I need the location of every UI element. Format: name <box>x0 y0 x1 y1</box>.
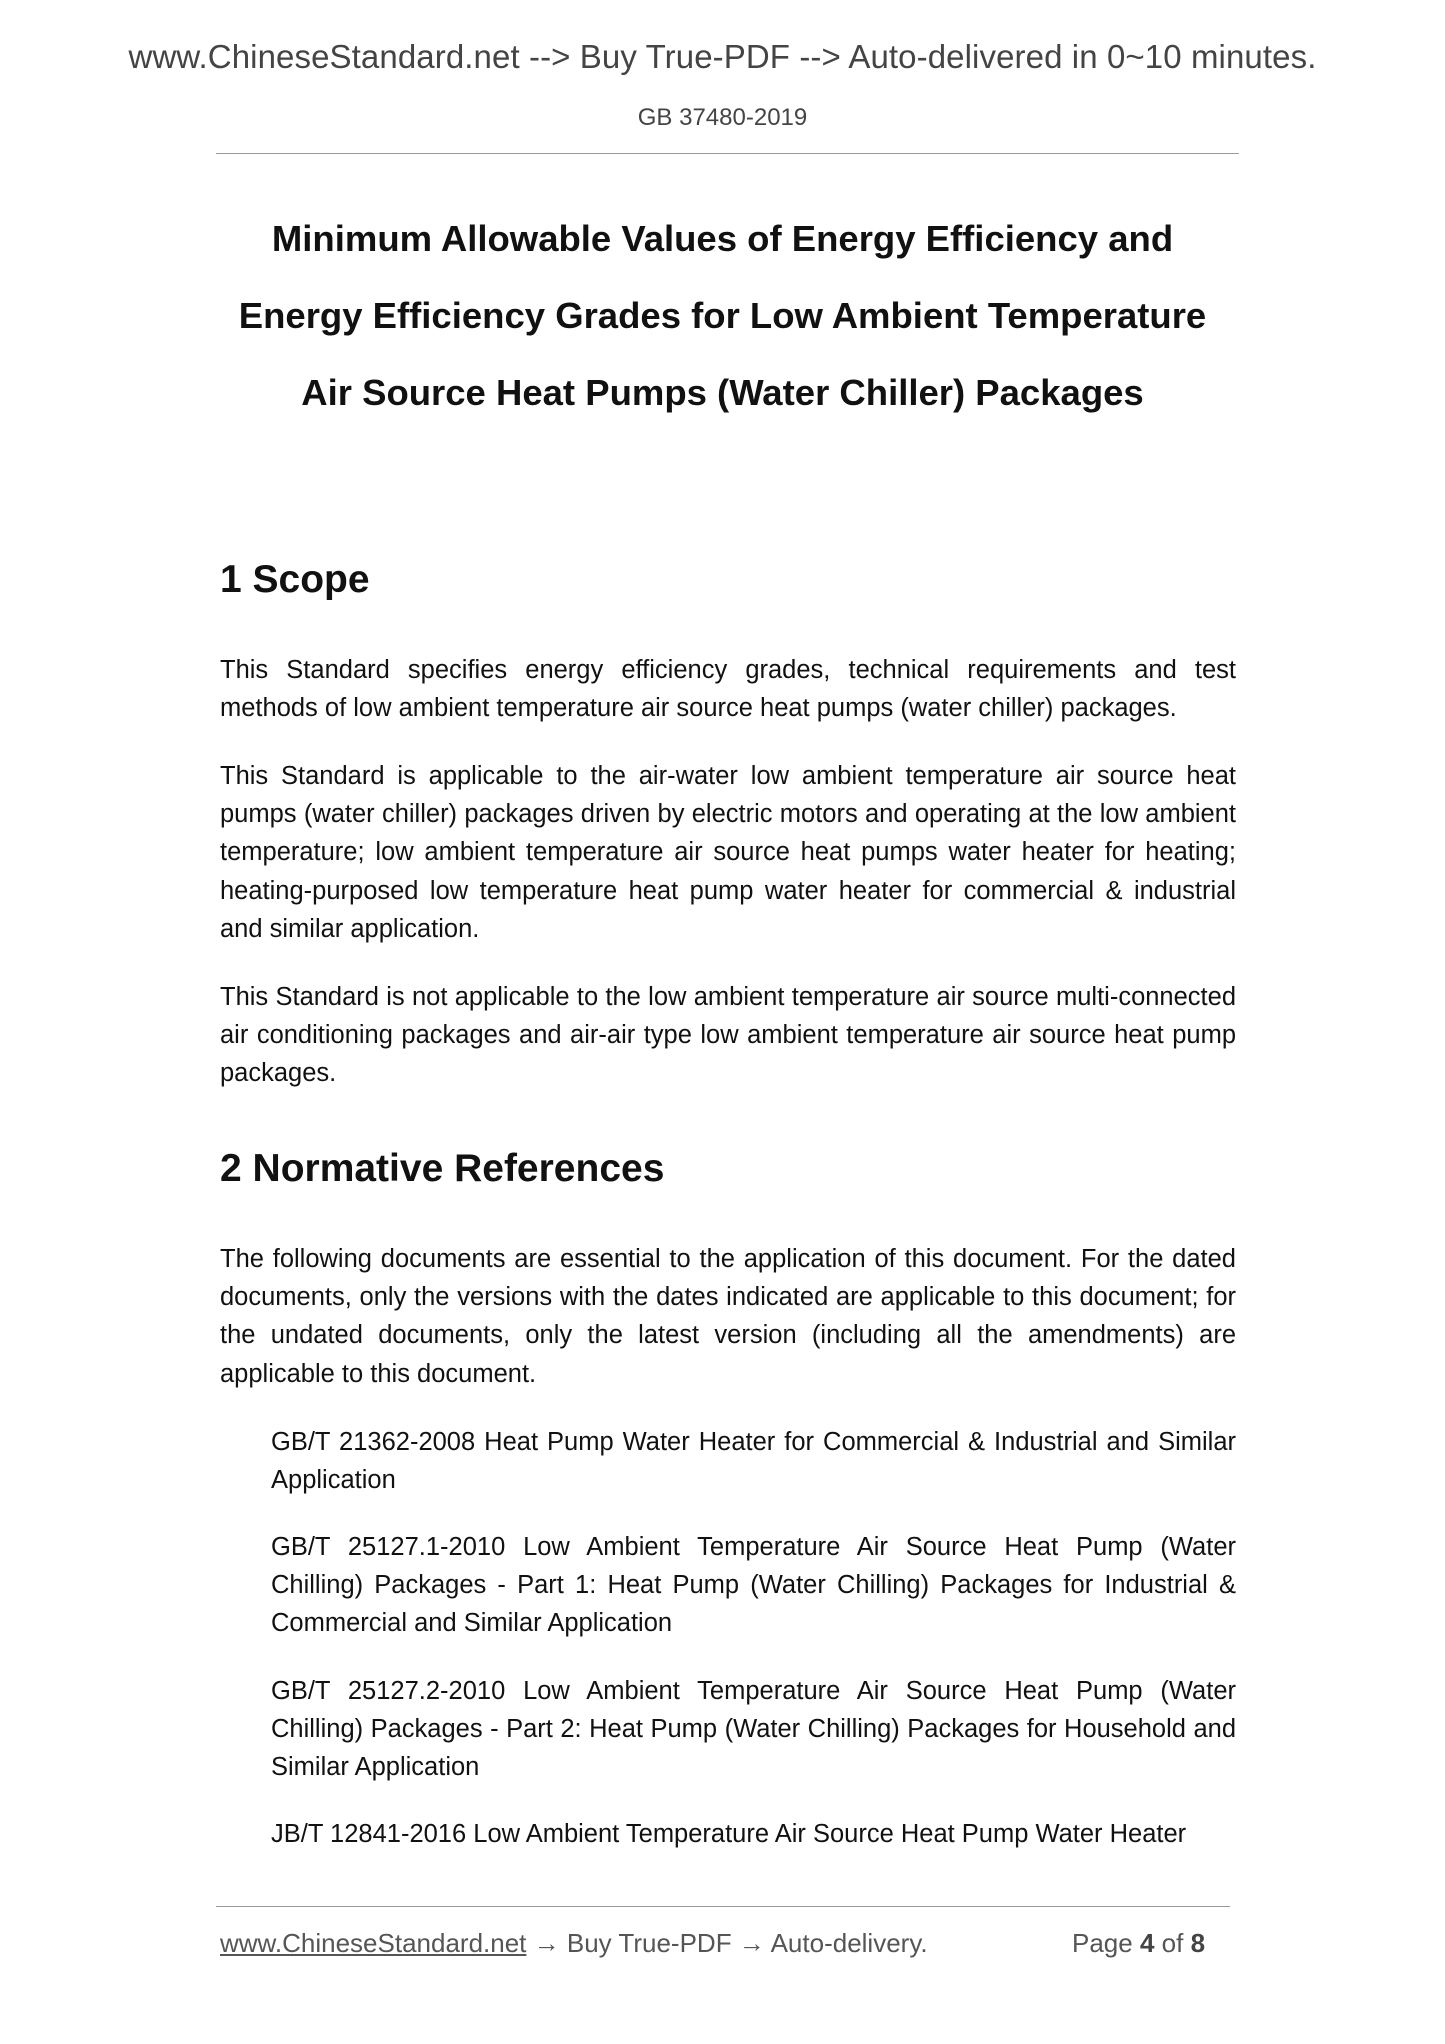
scope-paragraph-2 <box>220 757 1236 948</box>
reference-item-2 <box>220 1528 1236 1643</box>
reference-item-4 <box>220 1815 1236 1853</box>
section-heading-scope: 1 Scope <box>220 558 370 601</box>
standard-code: GB 37480-2019 <box>637 104 808 131</box>
reference-entry: GB/T 25127.1-2010 Low Ambient Temperature Air Source Heat Pump (Water Chilling) Packages - Part 1: Heat Pump (Water Chilling) Packages for Industrial & Commercial and Similar Application <box>271 1533 1236 1638</box>
section-normative-references <box>220 1147 1236 1191</box>
title-line-3: Air Source Heat Pumps (Water Chiller) Packages <box>301 372 1144 413</box>
reference-entry: GB/T 21362-2008 Heat Pump Water Heater for Commercial & Industrial and Similar Application <box>271 1428 1236 1495</box>
section-heading-normative-references: 2 Normative References <box>220 1147 665 1190</box>
footer-promo <box>220 1928 928 1959</box>
reference-entry: GB/T 25127.2-2010 Low Ambient Temperature Air Source Heat Pump (Water Chilling) Packages - Part 2: Heat Pump (Water Chilling) Packages for Household and Similar Application <box>271 1677 1236 1782</box>
references-intro <box>220 1240 1236 1393</box>
footer-site-link[interactable]: www.ChineseStandard.net <box>220 1928 527 1958</box>
title-line-1: Minimum Allowable Values of Energy Efficiency and <box>271 218 1174 259</box>
footer-promo-text: → Buy True-PDF → Auto-delivery. <box>533 1928 928 1958</box>
scope-paragraph-3 <box>220 978 1236 1093</box>
paragraph: The following documents are essential to the application of this document. For the dated documents, only the versions with the dates indicated are applicable to this document; for the undated documents, only the latest version (including all the amendments) are applicable to this document. <box>220 1245 1236 1388</box>
reference-item-3 <box>220 1672 1236 1787</box>
footer-divider <box>216 1906 1230 1907</box>
section-scope <box>220 558 1236 602</box>
reference-entry: JB/T 12841-2016 Low Ambient Temperature Air Source Heat Pump Water Heater <box>271 1820 1187 1848</box>
top-banner: www.ChineseStandard.net --> Buy True-PDF --> Auto-delivered in 0~10 minutes. <box>128 38 1317 75</box>
paragraph: This Standard specifies energy efficiency grades, technical requirements and test methods of low ambient temperature air source heat pumps (water chiller) packages. <box>220 656 1236 723</box>
scope-paragraph-1 <box>220 651 1236 727</box>
reference-item-1 <box>220 1423 1236 1499</box>
page-indicator <box>1072 1928 1205 1959</box>
paragraph: This Standard is not applicable to the low ambient temperature air source multi-connected air conditioning packages and air-air type low ambient temperature air source heat pump packages. <box>220 983 1236 1088</box>
page-label: Page <box>1072 1928 1133 1958</box>
paragraph: This Standard is applicable to the air-water low ambient temperature air source heat pumps (water chiller) packages driven by electric motors and operating at the low ambient temperature; low ambient temperature air source heat pumps water heater for heating; heating-purposed low temperature heat pump water heater for commercial & industrial and similar application. <box>220 762 1236 943</box>
title-line-2: Energy Efficiency Grades for Low Ambient Temperature <box>238 295 1207 336</box>
of-label: of <box>1161 1928 1184 1958</box>
page-number: 4 <box>1139 1928 1155 1958</box>
document-title <box>200 200 1245 431</box>
header-divider <box>216 153 1239 154</box>
page-total: 8 <box>1190 1928 1206 1958</box>
